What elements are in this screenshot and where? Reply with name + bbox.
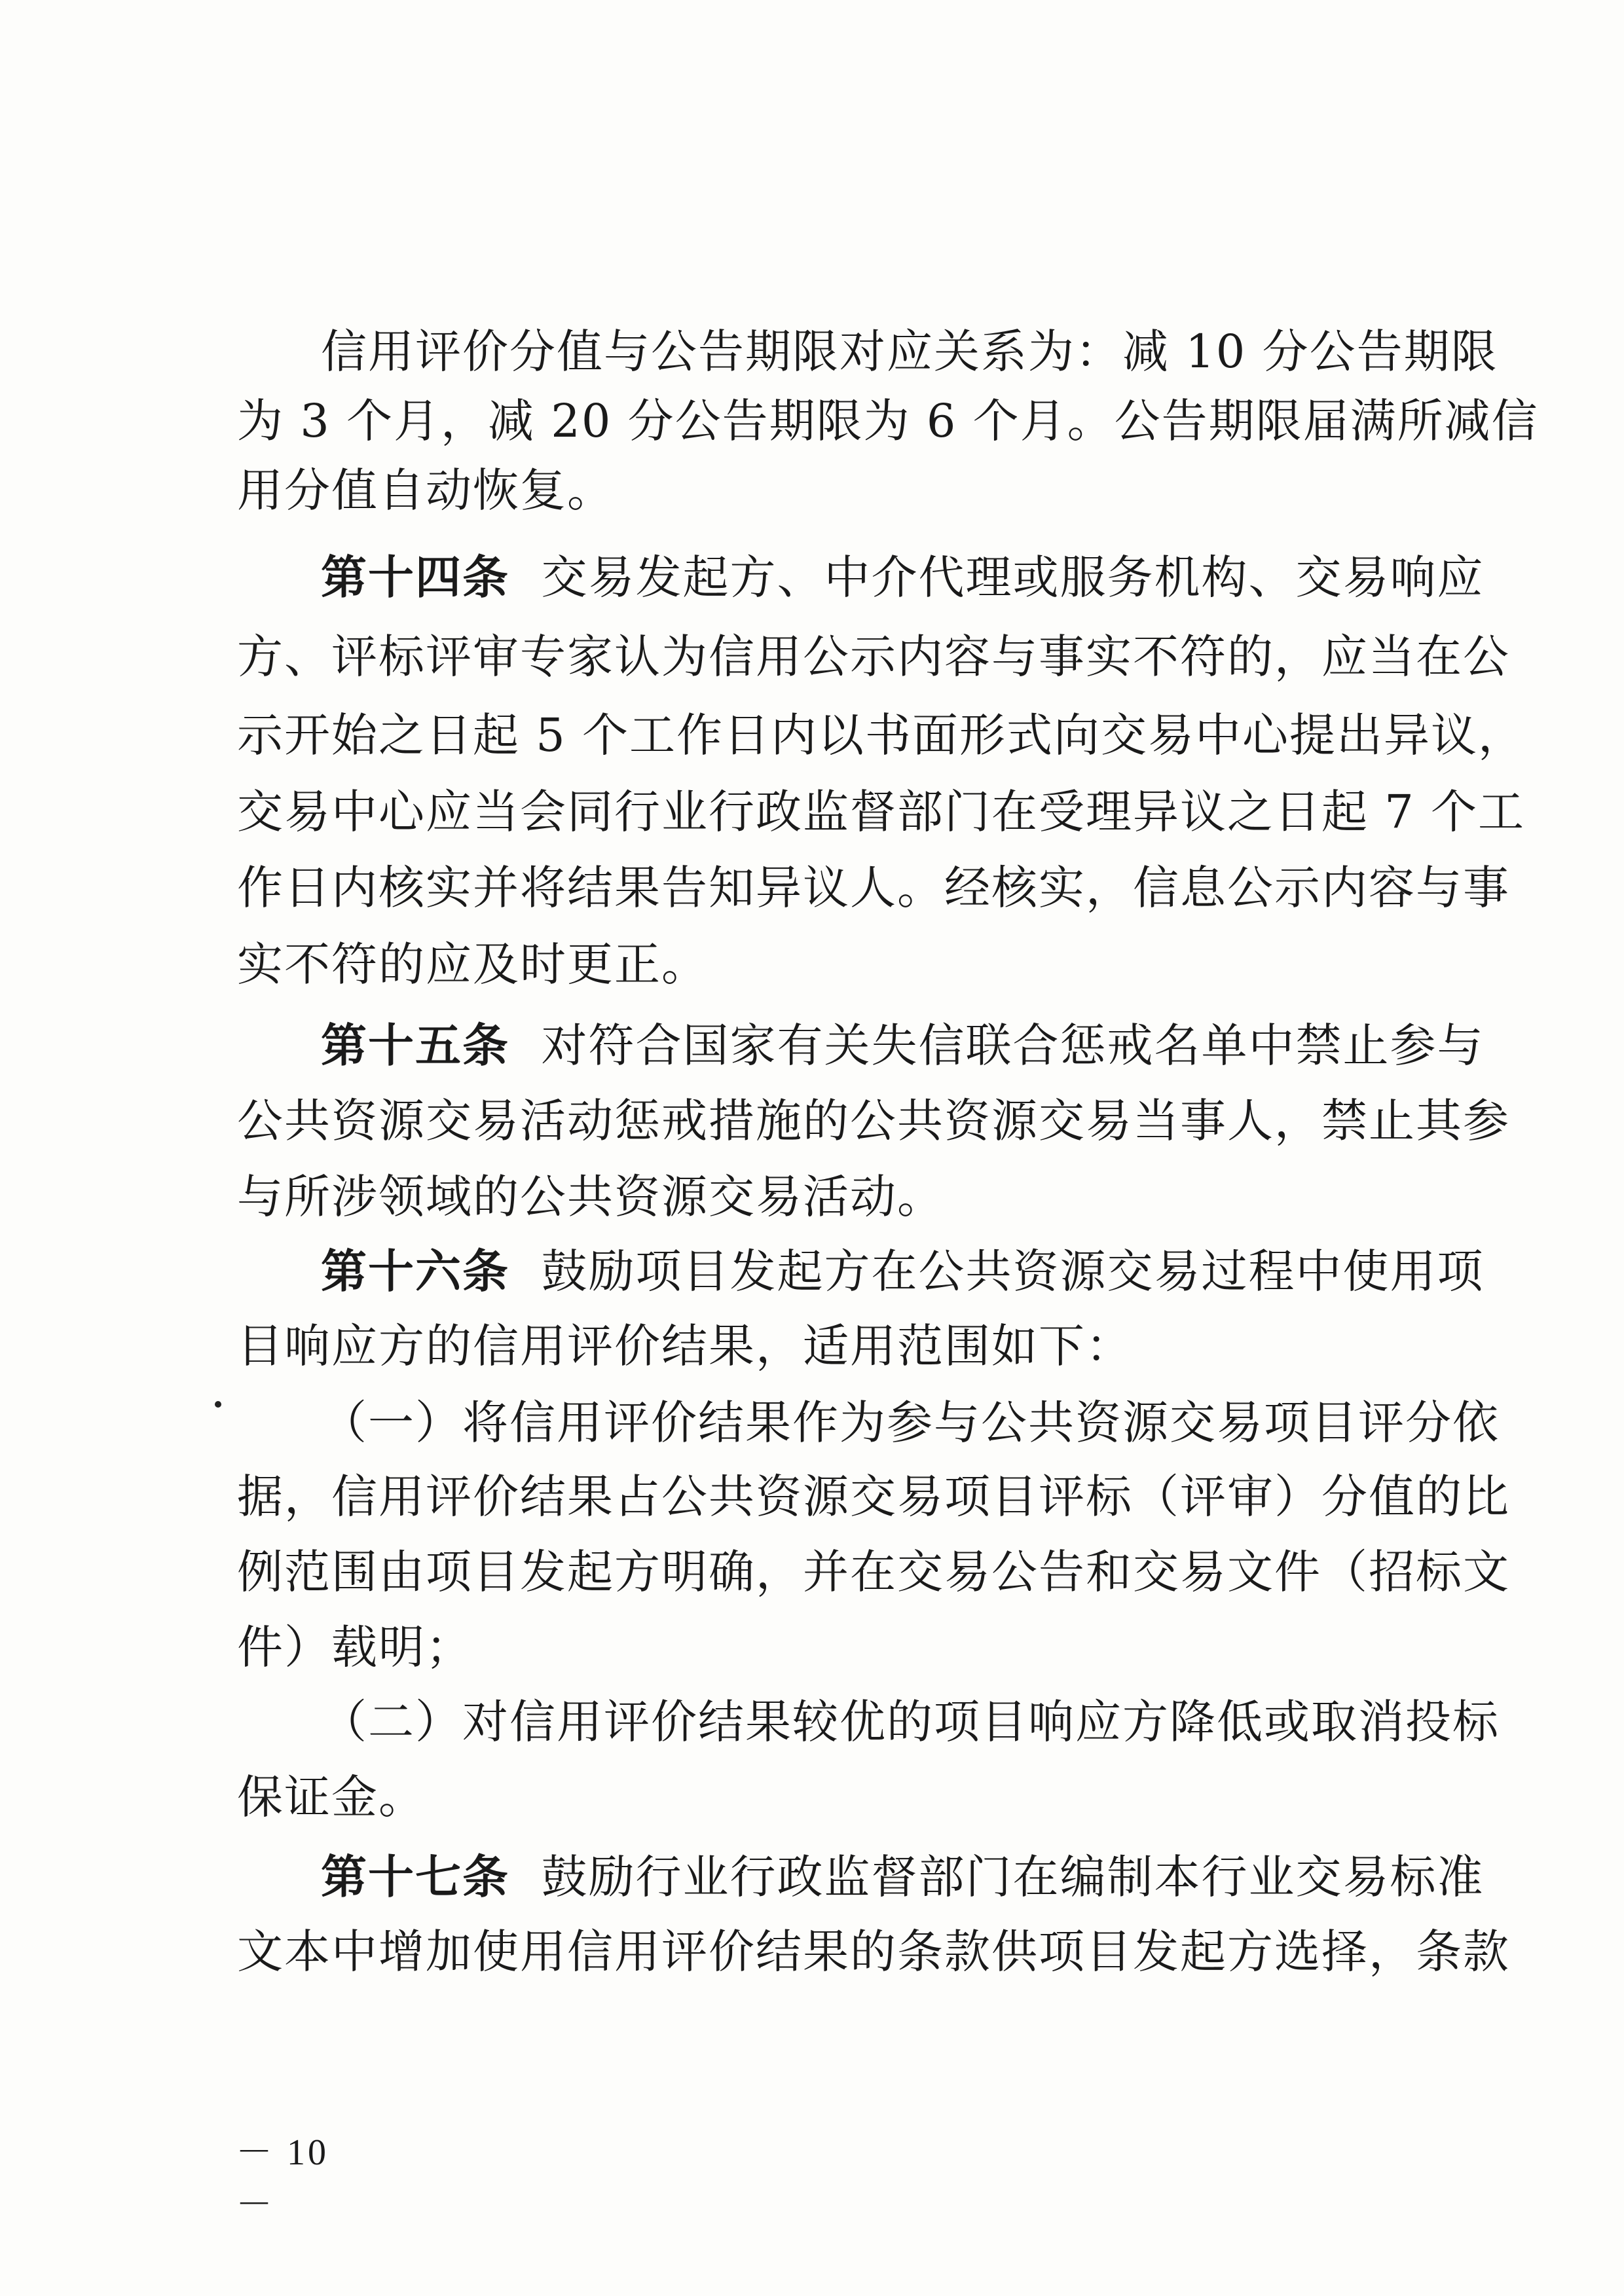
text-line: 用分值自动恢复。 (237, 464, 614, 517)
text-line: 例范围由项目发起方明确，并在交易公告和交易文件（招标文 (237, 1545, 1510, 1599)
text-line: 文本中增加使用信用评价结果的条款供项目发起方选择，条款 (237, 1925, 1510, 1978)
text-line: 作日内核实并将结果告知异议人。经核实，信息公示内容与事 (237, 861, 1510, 915)
article-15-heading: 第十五条 (321, 1019, 509, 1072)
text-line: （二）对信用评价结果较优的项目响应方降低或取消投标 (321, 1695, 1500, 1749)
text-line: 方、评标评审专家认为信用公示内容与事实不符的，应当在公 (237, 630, 1510, 683)
article-17-first-line (321, 1844, 1485, 1910)
page-number: － 10 － (236, 2132, 329, 2225)
text-segment: 鼓励行业行政监督部门在编制本行业交易标准 (541, 1850, 1485, 1904)
article-14-heading: 第十四条 (321, 551, 509, 604)
text-segment: 对符合国家有关失信联合惩戒名单中禁止参与 (541, 1019, 1485, 1072)
article-16-first-line (321, 1239, 1485, 1304)
text-segment: 交易发起方、中介代理或服务机构、交易响应 (541, 551, 1485, 604)
article-15-first-line (321, 1013, 1485, 1078)
text-line: 与所涉领域的公共资源交易活动。 (237, 1170, 944, 1224)
text-line: 目响应方的信用评价结果，适用范围如下： (237, 1319, 1133, 1373)
article-17-heading: 第十七条 (321, 1850, 509, 1904)
text-line: 据，信用评价结果占公共资源交易项目评标（评审）分值的比 (237, 1470, 1510, 1523)
text-line: 实不符的应及时更正。 (237, 938, 709, 991)
text-line: 交易中心应当会同行业行政监督部门在受理异议之日起 7 个工 (237, 785, 1526, 839)
text-line: 为 3 个月，减 20 分公告期限为 6 个月。公告期限届满所减信 (237, 394, 1539, 448)
text-segment: 鼓励项目发起方在公共资源交易过程中使用项 (541, 1245, 1485, 1298)
text-line: 示开始之日起 5 个工作日内以书面形式向交易中心提出异议， (237, 708, 1526, 762)
text-line: 件）载明； (237, 1620, 473, 1674)
text-line: 公共资源交易活动惩戒措施的公共资源交易当事人，禁止其参 (237, 1094, 1510, 1148)
text-line: 信用评价分值与公告期限对应关系为：减 10 分公告期限 (321, 325, 1498, 378)
scan-speck (215, 1401, 221, 1408)
article-14-first-line (321, 545, 1485, 610)
text-line: 保证金。 (237, 1770, 426, 1824)
text-line: （一）将信用评价结果作为参与公共资源交易项目评分依 (321, 1396, 1500, 1449)
article-16-heading: 第十六条 (321, 1245, 509, 1298)
